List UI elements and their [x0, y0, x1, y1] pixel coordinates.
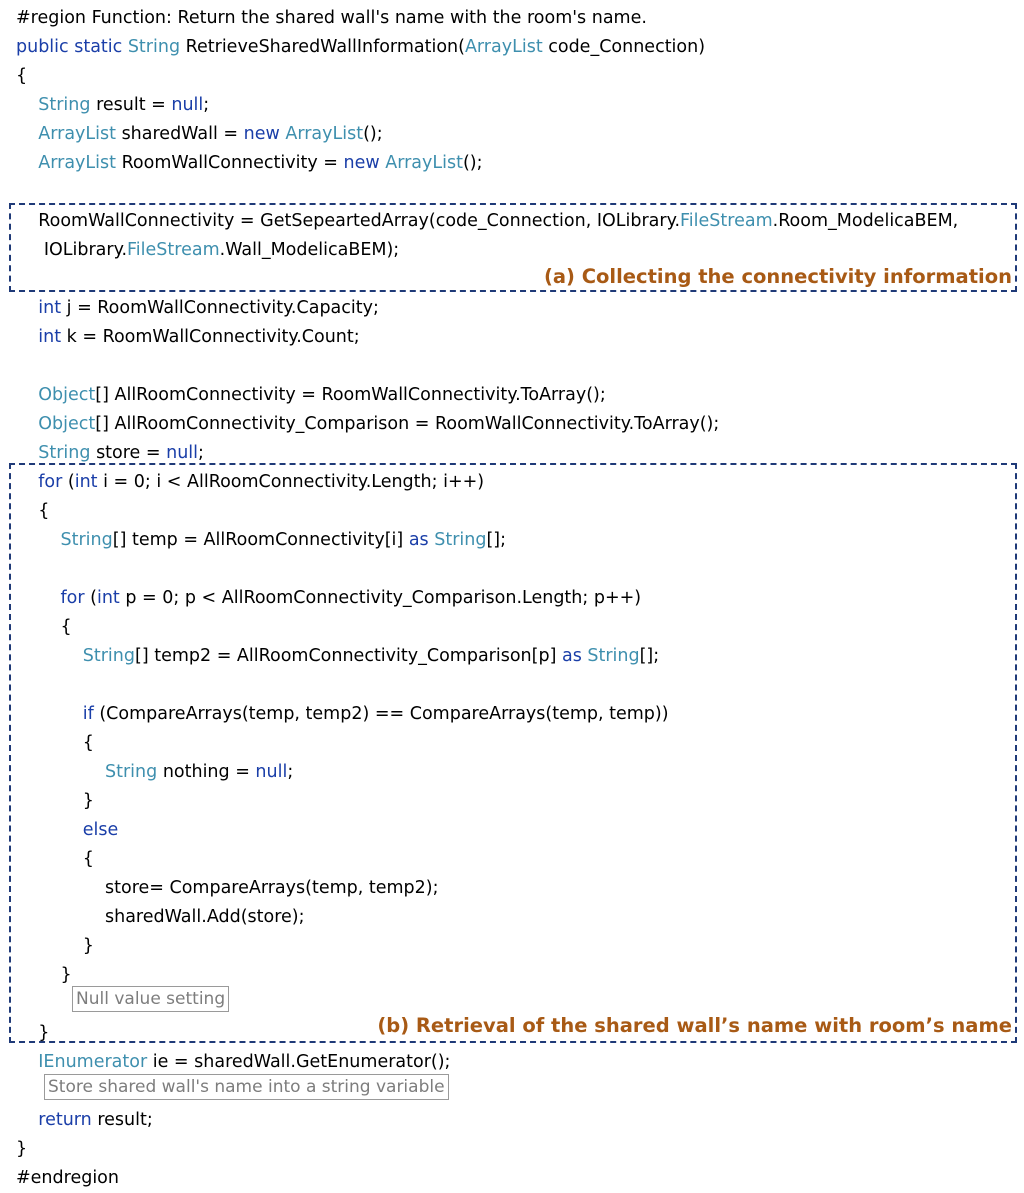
code-token: result;	[91, 1110, 153, 1130]
code-token	[16, 1052, 38, 1072]
code-token: nothing =	[157, 762, 256, 782]
code-line	[16, 33, 705, 62]
type-token: String	[127, 37, 186, 57]
code-token: .Wall_ModelicaBEM);	[219, 240, 400, 260]
keyword-token: new	[343, 153, 386, 173]
code-token: (	[62, 472, 75, 492]
code-line	[16, 323, 360, 352]
keyword-token: null	[166, 443, 199, 463]
code-token: IOLibrary.	[16, 240, 128, 260]
code-token: code_Connection)	[542, 37, 706, 57]
code-line	[16, 381, 606, 410]
code-token: RoomWallConnectivity = GetSepeartedArray(code_Connection, IOLibrary.	[16, 211, 681, 231]
shared-wall-retrieval-box	[9, 463, 1017, 1043]
type-token: String	[105, 762, 158, 782]
code-token: i = 0; i < AllRoomConnectivity.Length; i++)	[97, 472, 485, 492]
code-token: [];	[639, 646, 660, 666]
code-token: }	[16, 1023, 50, 1043]
keyword-token: int	[74, 472, 98, 492]
code-token: RoomWallConnectivity =	[116, 153, 344, 173]
code-token	[16, 327, 38, 347]
type-token: Object	[38, 414, 96, 434]
type-token: ArrayList	[38, 124, 116, 144]
code-line	[16, 62, 27, 91]
code-token: (	[84, 588, 97, 608]
code-line	[16, 1048, 450, 1077]
type-token: String	[82, 646, 135, 666]
code-line	[16, 1164, 119, 1193]
code-line	[16, 91, 209, 120]
code-token: [];	[486, 530, 507, 550]
keyword-token: public static	[16, 37, 128, 57]
code-token: [] AllRoomConnectivity = RoomWallConnectivity.ToArray();	[95, 385, 606, 405]
code-token: RetrieveSharedWallInformation(	[185, 37, 465, 57]
type-token: FileStream	[127, 240, 220, 260]
code-token: #endregion	[16, 1168, 119, 1188]
code-line	[16, 294, 379, 323]
code-line	[16, 120, 383, 149]
type-token: ArrayList	[385, 153, 463, 173]
code-token: }	[16, 791, 94, 811]
code-token: sharedWall.Add(store);	[16, 907, 305, 927]
code-token: [] temp2 = AllRoomConnectivity_Comparison[p]	[135, 646, 562, 666]
null-value-note: Null value setting	[72, 986, 229, 1012]
type-token: String	[434, 530, 487, 550]
type-token: FileStream	[680, 211, 773, 231]
keyword-token: for	[60, 588, 85, 608]
code-token: {	[16, 849, 94, 869]
code-token	[16, 1110, 38, 1130]
code-token: sharedWall =	[116, 124, 244, 144]
keyword-token: null	[171, 95, 204, 115]
code-line	[16, 1135, 27, 1164]
code-token: store= CompareArrays(temp, temp2);	[16, 878, 439, 898]
code-token: p = 0; p < AllRoomConnectivity_Comparison.Length; p++)	[119, 588, 642, 608]
code-token: ;	[198, 443, 204, 463]
code-token: [] AllRoomConnectivity_Comparison = RoomWallConnectivity.ToArray();	[95, 414, 720, 434]
type-token: String	[60, 530, 113, 550]
type-token: Object	[38, 385, 96, 405]
code-token: {	[16, 733, 94, 753]
type-token: String	[38, 443, 91, 463]
connectivity-collection-label: (a) Collecting the connectivity information	[543, 265, 1012, 288]
code-token: }	[16, 936, 94, 956]
code-token: }	[16, 965, 72, 985]
code-line	[16, 4, 647, 33]
code-token	[16, 443, 38, 463]
store-name-note: Store shared wall's name into a string variable	[44, 1074, 449, 1100]
type-token: ArrayList	[38, 153, 116, 173]
code-token	[16, 298, 38, 318]
code-token: k = RoomWallConnectivity.Count;	[61, 327, 360, 347]
code-token	[16, 385, 38, 405]
keyword-token: int	[38, 298, 62, 318]
code-token	[16, 95, 38, 115]
keyword-token: for	[38, 472, 63, 492]
code-token	[16, 153, 38, 173]
code-token: ;	[203, 95, 210, 115]
code-token: [] temp = AllRoomConnectivity[i]	[112, 530, 409, 550]
type-token: ArrayList	[285, 124, 364, 144]
keyword-token: as	[408, 530, 435, 550]
keyword-token: new	[243, 124, 286, 144]
code-token: (CompareArrays(temp, temp2) == CompareArrays(temp, temp))	[93, 704, 669, 724]
code-line	[16, 410, 719, 439]
code-token	[16, 414, 38, 434]
code-token: }	[16, 1139, 28, 1159]
code-line	[16, 1106, 153, 1135]
shared-wall-retrieval-label: (b) Retrieval of the shared wall’s name with room’s name	[377, 1014, 1012, 1037]
code-line	[16, 149, 483, 178]
code-token: result =	[90, 95, 172, 115]
keyword-token: as	[561, 646, 588, 666]
code-token: {	[16, 617, 72, 637]
code-token: ();	[363, 124, 383, 144]
code-token: ();	[462, 153, 483, 173]
code-token: #region Function: Return the shared wall's name with the room's name.	[16, 8, 647, 28]
keyword-token: null	[255, 762, 288, 782]
keyword-token: return	[38, 1110, 92, 1130]
code-token: {	[16, 66, 28, 86]
code-token: {	[16, 501, 50, 521]
keyword-token: int	[96, 588, 120, 608]
type-token: IEnumerator	[38, 1052, 148, 1072]
keyword-token: if	[82, 704, 94, 724]
type-token: ArrayList	[464, 37, 543, 57]
code-token: j = RoomWallConnectivity.Capacity;	[61, 298, 379, 318]
code-token: ;	[287, 762, 294, 782]
code-token	[16, 124, 38, 144]
type-token: String	[38, 95, 91, 115]
code-token: ie = sharedWall.GetEnumerator();	[147, 1052, 451, 1072]
keyword-token: else	[82, 820, 119, 840]
code-token: .Room_ModelicaBEM,	[772, 211, 959, 231]
code-token: store =	[90, 443, 167, 463]
type-token: String	[587, 646, 640, 666]
keyword-token: int	[38, 327, 62, 347]
